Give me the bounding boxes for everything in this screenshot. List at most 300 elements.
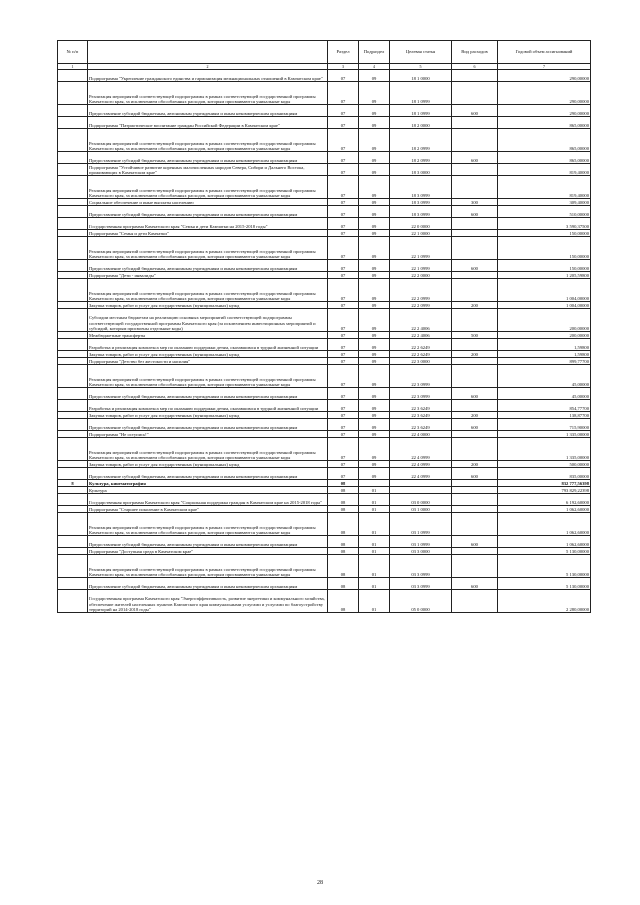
row-amount: 1 062,60000 [498, 506, 591, 513]
row-podrazdel: 09 [359, 152, 390, 164]
row-target-item: 22 1 0999 [390, 260, 452, 272]
row-expense-type: 600 [452, 152, 498, 164]
table-row [58, 237, 591, 260]
table-row [58, 302, 591, 309]
row-number [58, 164, 88, 176]
row-amount: 1 062,60000 [498, 513, 591, 536]
row-amount: 1 205,59800 [498, 272, 591, 279]
row-description: Реализация мероприятий соответствующей подпрограммы в рамках соответствующей государственной программы Камчатского края, за исключением обособленных расходов, которым присваиваются уникальные коды [88, 438, 328, 461]
row-number [58, 438, 88, 461]
row-razdel: 07 [328, 237, 359, 260]
table-row [58, 206, 591, 218]
row-number [58, 431, 88, 438]
row-razdel: 08 [328, 548, 359, 555]
row-amount: 6 192,60000 [498, 494, 591, 506]
row-number [58, 590, 88, 613]
row-target-item: 18 3 0999 [390, 206, 452, 218]
row-expense-type [452, 506, 498, 513]
row-podrazdel: 09 [359, 129, 390, 152]
row-description: Подпрограмма "Доступная среда в Камчатском крае" [88, 548, 328, 555]
row-expense-type: 500 [452, 332, 498, 339]
row-amount: 150,00000 [498, 237, 591, 260]
row-number [58, 412, 88, 419]
row-expense-type [452, 513, 498, 536]
row-description: Подпрограмма "Устойчивое развитие коренных малочисленных народов Севера, Сибири и Дальнего Востока, проживающих в Камчатском крае" [88, 164, 328, 176]
row-expense-type: 200 [452, 412, 498, 419]
header-expense-type: Вид расходов [452, 41, 498, 64]
table-row [58, 279, 591, 302]
row-expense-type [452, 82, 498, 105]
row-expense-type [452, 431, 498, 438]
row-razdel: 07 [328, 218, 359, 230]
row-podrazdel: 09 [359, 176, 390, 199]
row-razdel: 07 [328, 117, 359, 129]
row-expense-type [452, 590, 498, 613]
row-razdel: 08 [328, 506, 359, 513]
row-amount: 5 130,00000 [498, 555, 591, 578]
row-amount: 290,00000 [498, 105, 591, 117]
row-description: Государственная программа Камчатского края "Социальная поддержка граждан в Камчатском крае на 2015-2018 годы" [88, 494, 328, 506]
row-description: Подпрограмма "Дети - инвалиды" [88, 272, 328, 279]
row-razdel: 07 [328, 302, 359, 309]
row-amount: 793 829,22398 [498, 487, 591, 494]
table-row [58, 230, 591, 237]
row-target-item: 22 2 4006 [390, 309, 452, 332]
row-target-item: 22 4 0999 [390, 438, 452, 461]
row-description: Социальное обеспечение и иные выплаты населению [88, 199, 328, 206]
row-podrazdel: 09 [359, 199, 390, 206]
row-target-item: 03 1 0999 [390, 513, 452, 536]
row-number [58, 279, 88, 302]
table-row [58, 431, 591, 438]
table-row [58, 400, 591, 412]
row-target-item: 03 3 0999 [390, 555, 452, 578]
row-number [58, 206, 88, 218]
row-description: Реализация мероприятий соответствующей подпрограммы в рамках соответствующей государственной программы Камчатского края, за исключением обособленных расходов, которым присваиваются уникальные коды [88, 513, 328, 536]
row-expense-type [452, 237, 498, 260]
row-podrazdel: 09 [359, 400, 390, 412]
budget-table-sheet [57, 40, 590, 613]
row-description: Закупка товаров, работ и услуг для государственных (муниципальных) нужд [88, 461, 328, 468]
row-expense-type [452, 164, 498, 176]
row-target-item [390, 487, 452, 494]
row-expense-type [452, 117, 498, 129]
row-razdel: 07 [328, 438, 359, 461]
row-razdel: 07 [328, 309, 359, 332]
row-description: Подпрограмма "Семья и дети Камчатки" [88, 230, 328, 237]
row-target-item: 22 3 0999 [390, 365, 452, 388]
table-row [58, 332, 591, 339]
table-row [58, 438, 591, 461]
row-razdel: 07 [328, 332, 359, 339]
row-amount: 1 335,00000 [498, 438, 591, 461]
row-description: Закупка товаров, работ и услуг для государственных (муниципальных) нужд [88, 351, 328, 358]
row-podrazdel: 09 [359, 365, 390, 388]
table-row [58, 548, 591, 555]
row-number [58, 332, 88, 339]
row-number [58, 260, 88, 272]
table-row [58, 272, 591, 279]
table-row [58, 468, 591, 480]
row-razdel: 07 [328, 461, 359, 468]
table-row [58, 152, 591, 164]
row-podrazdel: 09 [359, 431, 390, 438]
row-description: Подпрограмма "Старшее поколение в Камчатском крае" [88, 506, 328, 513]
row-number [58, 548, 88, 555]
row-razdel: 08 [328, 590, 359, 613]
row-description: Предоставление субсидий бюджетным, автономным учреждениям и иным некоммерческим организациям [88, 105, 328, 117]
row-podrazdel: 09 [359, 279, 390, 302]
table-row [58, 309, 591, 332]
row-podrazdel: 09 [359, 164, 390, 176]
row-amount: 865,00000 [498, 129, 591, 152]
row-amount: 5 130,00000 [498, 578, 591, 590]
row-target-item: 18 3 0000 [390, 164, 452, 176]
row-expense-type: 600 [452, 105, 498, 117]
row-razdel: 07 [328, 152, 359, 164]
row-razdel: 07 [328, 358, 359, 365]
row-description: Разработка и реализация комплекса мер по оказанию поддержки детям, оказавшимся в трудной жизненной ситуации [88, 400, 328, 412]
table-row [58, 117, 591, 129]
row-number [58, 176, 88, 199]
header-podrazdel: Подраздел [359, 41, 390, 64]
row-target-item: 18 2 0000 [390, 117, 452, 129]
row-description: Предоставление субсидий бюджетным, автономным учреждениям и иным некоммерческим организациям [88, 578, 328, 590]
row-podrazdel: 09 [359, 105, 390, 117]
row-podrazdel: 09 [359, 412, 390, 419]
row-expense-type [452, 279, 498, 302]
row-target-item: 22 0 0000 [390, 218, 452, 230]
row-number [58, 494, 88, 506]
row-number [58, 513, 88, 536]
row-target-item: 03 1 0000 [390, 506, 452, 513]
row-description: Предоставление субсидий бюджетным, автономным учреждениям и иным некоммерческим организациям [88, 419, 328, 431]
row-amount: 510,00000 [498, 206, 591, 218]
row-description: Предоставление субсидий бюджетным, автономным учреждениям и иным некоммерческим организациям [88, 388, 328, 400]
table-row [58, 480, 591, 487]
row-target-item: 22 1 0000 [390, 230, 452, 237]
row-target-item: 22 2 6249 [390, 339, 452, 351]
row-description: Государственная программа Камчатского края "Энергоэффективность, развитие энергетики и коммунального хозяйства, обеспечение жителей населенных пунктов Камчатского края коммунальными услугами и услугами по благоустройству территорий на 2014-2018 годы" [88, 590, 328, 613]
row-description: Культура, кинематография [88, 480, 328, 487]
row-razdel: 07 [328, 260, 359, 272]
row-podrazdel: 01 [359, 513, 390, 536]
row-razdel: 07 [328, 339, 359, 351]
row-number [58, 129, 88, 152]
row-razdel: 07 [328, 230, 359, 237]
row-podrazdel: 09 [359, 309, 390, 332]
row-podrazdel: 09 [359, 339, 390, 351]
row-podrazdel: 01 [359, 536, 390, 548]
row-expense-type [452, 438, 498, 461]
row-expense-type [452, 230, 498, 237]
row-podrazdel: 09 [359, 260, 390, 272]
row-expense-type [452, 400, 498, 412]
row-podrazdel: 01 [359, 590, 390, 613]
row-podrazdel: 09 [359, 218, 390, 230]
header-razdel: Раздел [328, 41, 359, 64]
row-number [58, 555, 88, 578]
row-razdel: 07 [328, 206, 359, 218]
row-target-item: 22 4 0999 [390, 461, 452, 468]
row-target-item: 22 3 6249 [390, 412, 452, 419]
row-razdel: 07 [328, 176, 359, 199]
row-target-item: 22 4 0999 [390, 468, 452, 480]
row-expense-type [452, 309, 498, 332]
row-amount: 1 062,60000 [498, 536, 591, 548]
row-number [58, 152, 88, 164]
row-expense-type [452, 494, 498, 506]
row-target-item: 22 3 0999 [390, 388, 452, 400]
row-expense-type: 300 [452, 199, 498, 206]
row-podrazdel [359, 480, 390, 487]
row-razdel: 07 [328, 388, 359, 400]
row-expense-type: 600 [452, 578, 498, 590]
row-razdel: 07 [328, 468, 359, 480]
row-expense-type [452, 480, 498, 487]
row-expense-type: 600 [452, 388, 498, 400]
row-description: Реализация мероприятий соответствующей подпрограммы в рамках соответствующей государственной программы Камчатского края, за исключением обособленных расходов, которым присваиваются уникальные коды [88, 555, 328, 578]
row-target-item: 22 2 0000 [390, 272, 452, 279]
row-description: Культура [88, 487, 328, 494]
row-description: Реализация мероприятий соответствующей подпрограммы в рамках соответствующей государственной программы Камчатского края, за исключением обособленных расходов, которым присваиваются уникальные коды [88, 279, 328, 302]
row-number [58, 461, 88, 468]
row-razdel: 08 [328, 578, 359, 590]
table-row [58, 218, 591, 230]
header-num: № п/п [58, 41, 88, 64]
row-podrazdel: 01 [359, 578, 390, 590]
row-razdel: 07 [328, 199, 359, 206]
row-description: Реализация мероприятий соответствующей подпрограммы в рамках соответствующей государственной программы Камчатского края, за исключением обособленных расходов, которым присваиваются уникальные коды [88, 237, 328, 260]
row-target-item: 22 2 6249 [390, 351, 452, 358]
column-number: 1 [58, 64, 88, 70]
column-number: 5 [390, 64, 452, 70]
row-expense-type: 200 [452, 461, 498, 468]
table-row [58, 358, 591, 365]
row-description: Закупка товаров, работ и услуг для государственных (муниципальных) нужд [88, 412, 328, 419]
table-row [58, 339, 591, 351]
row-razdel: 07 [328, 365, 359, 388]
row-description: Реализация мероприятий соответствующей подпрограммы в рамках соответствующей государственной программы Камчатского края, за исключением обособленных расходов, которым присваиваются уникальные коды [88, 129, 328, 152]
row-target-item: 22 3 0000 [390, 358, 452, 365]
row-number [58, 199, 88, 206]
row-number [58, 230, 88, 237]
row-razdel: 08 [328, 487, 359, 494]
row-amount: 200,00000 [498, 309, 591, 332]
row-amount: 899,77700 [498, 358, 591, 365]
column-number: 6 [452, 64, 498, 70]
row-amount: 2 280,00000 [498, 590, 591, 613]
row-podrazdel: 01 [359, 555, 390, 578]
row-description: Подпрограмма "Укрепление гражданского единства и гармонизация межнациональных отношений в Камчатском крае" [88, 70, 328, 82]
row-description: Предоставление субсидий бюджетным, автономным учреждениям и иным некоммерческим организациям [88, 536, 328, 548]
row-amount: 3 590,37500 [498, 218, 591, 230]
row-description: Подпрограмма "Патриотическое воспитание граждан Российской Федерации в Камчатском крае" [88, 117, 328, 129]
row-number [58, 272, 88, 279]
column-number: 3 [328, 64, 359, 70]
row-amount: 290,00000 [498, 70, 591, 82]
row-target-item: 18 1 0999 [390, 105, 452, 117]
row-podrazdel: 09 [359, 206, 390, 218]
row-expense-type [452, 70, 498, 82]
row-amount: 150,00000 [498, 260, 591, 272]
row-podrazdel: 09 [359, 358, 390, 365]
row-description: Закупка товаров, работ и услуг для государственных (муниципальных) нужд [88, 302, 328, 309]
row-podrazdel: 09 [359, 272, 390, 279]
table-row [58, 164, 591, 176]
row-target-item: 03 3 0999 [390, 578, 452, 590]
row-amount: 1 004,00000 [498, 302, 591, 309]
row-amount: 5 130,00000 [498, 548, 591, 555]
row-razdel: 08 [328, 480, 359, 487]
row-razdel: 08 [328, 555, 359, 578]
table-row [58, 555, 591, 578]
row-number [58, 468, 88, 480]
row-razdel: 07 [328, 105, 359, 117]
row-expense-type [452, 272, 498, 279]
row-description: Предоставление субсидий бюджетным, автономным учреждениям и иным некоммерческим организациям [88, 152, 328, 164]
table-row [58, 590, 591, 613]
row-amount: 138,87700 [498, 412, 591, 419]
row-expense-type [452, 358, 498, 365]
row-number [58, 487, 88, 494]
row-target-item: 18 2 0999 [390, 129, 452, 152]
row-podrazdel: 09 [359, 419, 390, 431]
row-amount: 45,00000 [498, 365, 591, 388]
row-target-item: 22 1 0999 [390, 237, 452, 260]
row-description: Реализация мероприятий соответствующей подпрограммы в рамках соответствующей государственной программы Камчатского края, за исключением обособленных расходов, которым присваиваются уникальные коды [88, 365, 328, 388]
page-number: 28 [317, 880, 323, 886]
column-number: 4 [359, 64, 390, 70]
row-expense-type [452, 176, 498, 199]
row-target-item: 18 3 0999 [390, 176, 452, 199]
budget-table [57, 40, 591, 613]
row-description: Предоставление субсидий бюджетным, автономным учреждениям и иным некоммерческим организациям [88, 468, 328, 480]
row-number [58, 365, 88, 388]
row-podrazdel: 01 [359, 494, 390, 506]
row-number [58, 302, 88, 309]
row-podrazdel: 09 [359, 70, 390, 82]
row-expense-type: 200 [452, 302, 498, 309]
row-podrazdel: 01 [359, 487, 390, 494]
row-target-item: 22 3 6249 [390, 400, 452, 412]
row-target-item: 22 2 0999 [390, 302, 452, 309]
table-row [58, 70, 591, 82]
row-amount: 290,00000 [498, 82, 591, 105]
row-expense-type: 600 [452, 206, 498, 218]
row-razdel: 08 [328, 513, 359, 536]
row-razdel: 08 [328, 536, 359, 548]
table-row [58, 105, 591, 117]
row-expense-type [452, 218, 498, 230]
row-amount: 1,59800 [498, 339, 591, 351]
row-target-item: 03 1 0999 [390, 536, 452, 548]
row-razdel: 07 [328, 70, 359, 82]
row-description: Предоставление субсидий бюджетным, автономным учреждениям и иным некоммерческим организациям [88, 206, 328, 218]
row-number [58, 388, 88, 400]
row-description: Межбюджетные трансферты [88, 332, 328, 339]
table-row [58, 419, 591, 431]
row-podrazdel: 09 [359, 237, 390, 260]
table-row [58, 494, 591, 506]
row-razdel: 07 [328, 82, 359, 105]
row-description: Подпрограмма "Детство без жестокости и насилия" [88, 358, 328, 365]
row-amount: 715,90000 [498, 419, 591, 431]
row-expense-type [452, 365, 498, 388]
row-expense-type: 600 [452, 260, 498, 272]
row-amount: 854,77700 [498, 400, 591, 412]
row-amount: 1 335,00000 [498, 431, 591, 438]
table-row [58, 260, 591, 272]
row-podrazdel: 09 [359, 351, 390, 358]
row-amount: 309,40000 [498, 199, 591, 206]
row-number [58, 358, 88, 365]
row-podrazdel: 09 [359, 468, 390, 480]
table-row [58, 506, 591, 513]
row-expense-type [452, 555, 498, 578]
table-header-row [58, 41, 591, 64]
table-row [58, 513, 591, 536]
row-number [58, 536, 88, 548]
row-razdel: 07 [328, 272, 359, 279]
table-row [58, 536, 591, 548]
row-razdel: 08 [328, 494, 359, 506]
row-amount: 865,00000 [498, 117, 591, 129]
row-expense-type: 600 [452, 468, 498, 480]
row-number [58, 578, 88, 590]
header-name [88, 41, 328, 64]
row-amount: 835,00000 [498, 468, 591, 480]
table-row [58, 82, 591, 105]
table-row [58, 351, 591, 358]
row-number [58, 117, 88, 129]
row-podrazdel: 09 [359, 302, 390, 309]
row-target-item: 22 3 6249 [390, 419, 452, 431]
header-annual-amount: Годовой объем ассигнований [498, 41, 591, 64]
row-number [58, 506, 88, 513]
row-razdel: 07 [328, 419, 359, 431]
table-row [58, 176, 591, 199]
row-target-item: 18 2 0999 [390, 152, 452, 164]
row-amount: 819,40000 [498, 176, 591, 199]
column-number: 2 [88, 64, 328, 70]
row-expense-type: 600 [452, 419, 498, 431]
row-target-item: 03 3 0000 [390, 548, 452, 555]
row-description: Реализация мероприятий соответствующей подпрограммы в рамках соответствующей государственной программы Камчатского края, за исключением обособленных расходов, которым присваиваются уникальные коды [88, 82, 328, 105]
row-amount: 1 004,00000 [498, 279, 591, 302]
row-number [58, 400, 88, 412]
row-description: Предоставление субсидий бюджетным, автономным учреждениям и иным некоммерческим организациям [88, 260, 328, 272]
row-number [58, 218, 88, 230]
table-row [58, 365, 591, 388]
row-number [58, 70, 88, 82]
row-amount: 150,00000 [498, 230, 591, 237]
row-number [58, 339, 88, 351]
row-razdel: 07 [328, 431, 359, 438]
table-row [58, 412, 591, 419]
row-razdel: 07 [328, 412, 359, 419]
row-razdel: 07 [328, 400, 359, 412]
row-amount: 832 777,56398 [498, 480, 591, 487]
row-amount: 819,40000 [498, 164, 591, 176]
row-podrazdel: 09 [359, 332, 390, 339]
row-number [58, 237, 88, 260]
row-expense-type: 600 [452, 536, 498, 548]
row-target-item: 05 0 0000 [390, 590, 452, 613]
row-number [58, 419, 88, 431]
column-number: 7 [498, 64, 591, 70]
row-amount: 1,59800 [498, 351, 591, 358]
